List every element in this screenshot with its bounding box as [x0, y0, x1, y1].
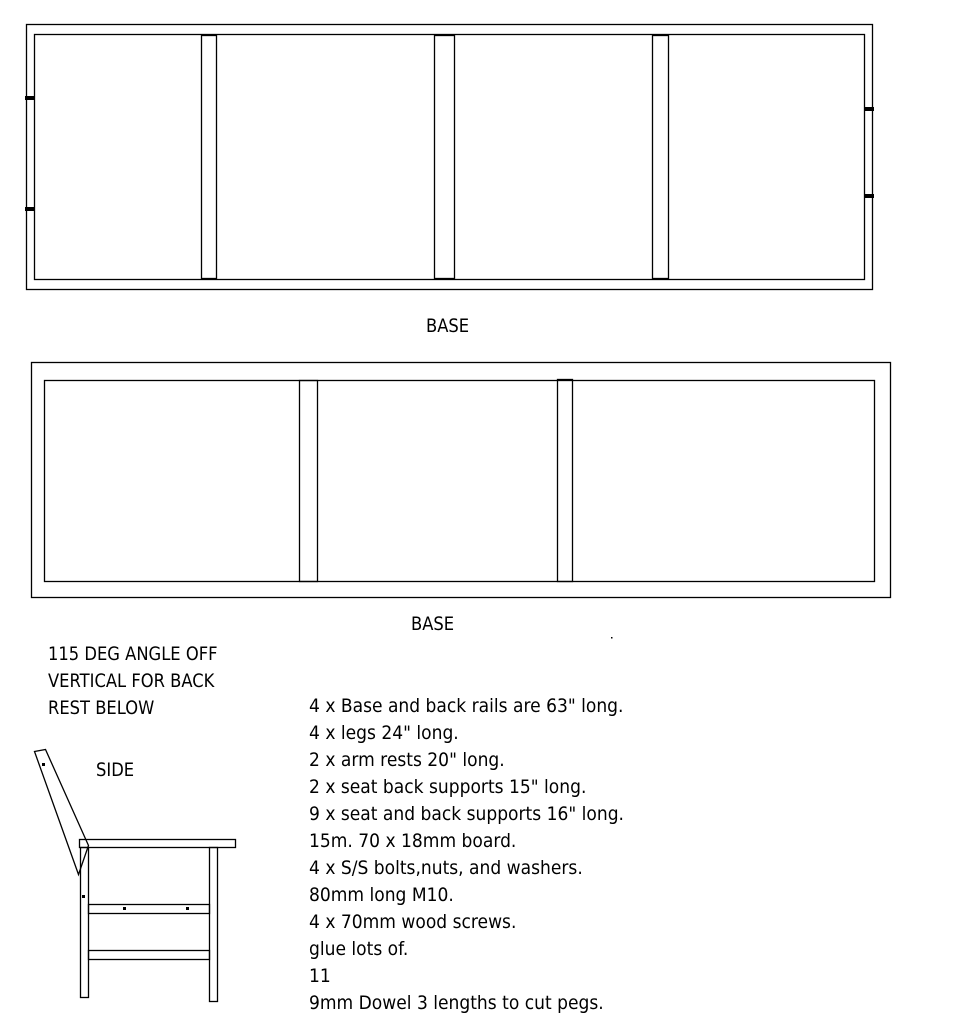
materials-item: 11 — [309, 965, 331, 987]
materials-item: 2 x arm rests 20" long. — [309, 749, 505, 771]
screw-dot — [82, 895, 85, 898]
materials-item: 9mm Dowel 3 lengths to cut pegs. — [309, 992, 604, 1014]
side-view — [35, 750, 236, 1002]
angle-note-line: VERTICAL FOR BACK — [48, 670, 215, 692]
base-label-top: BASE — [426, 315, 470, 337]
angle-note — [48, 641, 218, 722]
materials-item: 80mm long M10. — [309, 884, 454, 906]
cross-support-5 — [558, 380, 573, 582]
angle-note-line: 115 DEG ANGLE OFF — [48, 643, 218, 665]
angle-note-line: REST BELOW — [48, 697, 155, 719]
cross-support-2 — [435, 36, 455, 279]
materials-item: 4 x 70mm wood screws. — [309, 911, 517, 933]
materials-item: 4 x S/S bolts,nuts, and washers. — [309, 857, 583, 879]
rear-leg — [210, 848, 218, 1002]
materials-item: 4 x legs 24" long. — [309, 722, 459, 744]
screw-dot — [42, 763, 45, 766]
cross-support-1 — [202, 36, 217, 279]
base-frame-bottom — [32, 363, 891, 598]
arm-rest — [80, 840, 236, 848]
bolt-marker — [864, 107, 874, 111]
materials-item: 15m. 70 x 18mm board. — [309, 830, 517, 852]
side-label: SIDE — [96, 759, 135, 781]
materials-list — [309, 693, 624, 1017]
side-rail-upper — [89, 905, 210, 914]
cross-support-4 — [300, 381, 318, 582]
bolt-marker — [25, 207, 34, 211]
bolt-marker — [25, 96, 34, 100]
front-leg — [81, 848, 89, 998]
materials-item: glue lots of. — [309, 938, 409, 960]
side-rail-lower — [89, 951, 210, 960]
materials-item: 4 x Base and back rails are 63" long. — [309, 695, 624, 717]
screw-dot — [123, 907, 126, 910]
stray-dot — [611, 637, 613, 639]
cross-support-3 — [653, 36, 669, 279]
bolt-marker — [864, 194, 874, 198]
materials-item: 2 x seat back supports 15" long. — [309, 776, 587, 798]
materials-item: 9 x seat and back supports 16" long. — [309, 803, 624, 825]
base-label-bottom: BASE — [411, 613, 455, 635]
base-frame-top — [27, 25, 873, 290]
screw-dot — [186, 907, 189, 910]
